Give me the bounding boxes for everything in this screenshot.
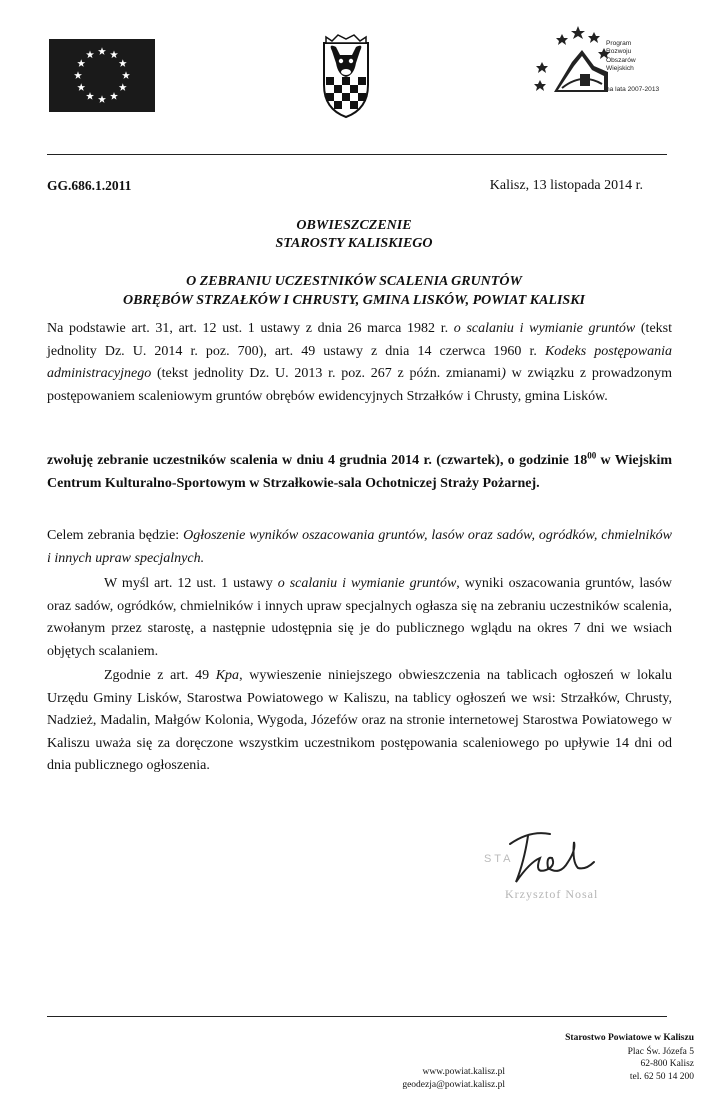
eu-star-icon bbox=[77, 83, 85, 91]
footer-postal: 62-800 Kalisz bbox=[640, 1059, 694, 1070]
reference-number: GG.686.1.2011 bbox=[47, 178, 132, 193]
eu-star-icon bbox=[86, 92, 94, 100]
eu-star-icon bbox=[86, 51, 94, 59]
program-line-3: Obszarów bbox=[606, 56, 636, 64]
place-date: Kalisz, 13 listopada 2014 r. bbox=[489, 178, 643, 193]
p5-text-1: Zgodnie z art. 49 bbox=[104, 668, 216, 683]
p4-text-2: , wyniki oszacowania gruntów, lasów oraz sadów, ogródków, chmielników i innych upraw specjalnych ogłasza się na zebraniu uczestników scalenia, zwołanym przez starostę, a następnie udostępnia się je do publicznego wglądu na okres 7 dni we wsiach objętych scalaniem. bbox=[47, 576, 672, 659]
p2-hour-minutes: 00 bbox=[587, 450, 597, 461]
p2-text-2: w Wiejskim Centrum Kulturalno-Sportowym w Strzałkowie-sala Ochotniczej Straży Pożarnej. bbox=[47, 453, 673, 491]
p5-italic-1: Kpa bbox=[215, 668, 240, 683]
eu-star-icon bbox=[119, 59, 127, 67]
program-line-1: Program bbox=[606, 40, 632, 47]
eu-star-icon bbox=[74, 71, 82, 79]
meeting-purpose-paragraph bbox=[47, 525, 672, 570]
eu-star-icon bbox=[110, 92, 118, 100]
eu-star-icon bbox=[122, 71, 130, 79]
eu-star-icon bbox=[77, 59, 85, 67]
title-announcement: OBWIESZCZENIE bbox=[296, 218, 412, 233]
p4-italic-1: o scalaniu i wymianie gruntów bbox=[277, 576, 457, 591]
p1-italic-1: o scalaniu i wymianie gruntów bbox=[453, 321, 636, 336]
footer-org-name: Starostwo Powiatowe w Kaliszu bbox=[565, 1033, 694, 1043]
legal-basis-paragraph bbox=[47, 318, 672, 408]
svg-text:S T A: S T A bbox=[484, 853, 511, 865]
handwritten-signature bbox=[470, 822, 620, 922]
coat-of-arms-logo bbox=[318, 33, 374, 119]
p3-text-1: Celem zebrania będzie: bbox=[47, 528, 184, 543]
subject-line-1: O ZEBRANIU UCZESTNIKÓW SCALENIA GRUNTÓW bbox=[186, 274, 522, 289]
header-divider bbox=[47, 154, 667, 155]
footer-street: Plac Św. Józefa 5 bbox=[627, 1046, 694, 1057]
eu-star-icon bbox=[98, 47, 106, 55]
meeting-announcement-paragraph bbox=[47, 450, 672, 495]
program-years: na lata 2007-2013 bbox=[606, 86, 660, 93]
eu-star-icon bbox=[110, 51, 118, 59]
signature-stamp-name: Krzysztof Nosal bbox=[505, 887, 599, 901]
p1-italic-3: ) bbox=[501, 366, 506, 381]
p1-text-1: Na podstawie art. 31, art. 12 ust. 1 ustawy z dnia 26 marca 1982 r. bbox=[47, 321, 454, 336]
p2-text-1: zwołuję zebranie uczestników scalenia w dniu 4 grudnia 2014 r. (czwartek), o godzinie 18 bbox=[47, 453, 588, 468]
eu-flag-logo bbox=[49, 39, 155, 112]
subject-line-2: OBRĘBÓW STRZAŁKÓW I CHRUSTY, GMINA LISKÓW, POWIAT KALISKI bbox=[122, 293, 585, 308]
p3-italic-1: Ogłoszenie wyników oszacowania gruntów, lasów oraz sadów, ogródków, chmielników i innych upraw specjalnych. bbox=[47, 528, 672, 566]
p1-text-2: (tekst jednolity Dz. U. 2014 r. poz. 700), art. 49 ustawy z dnia 14 czerwca 1960 r. bbox=[47, 321, 672, 359]
program-line-2: Rozwoju bbox=[606, 48, 632, 56]
footer-website-link[interactable]: www.powiat.kalisz.pl bbox=[422, 1067, 505, 1077]
program-logo-text bbox=[606, 40, 686, 74]
program-line-4: Wiejskich bbox=[606, 65, 634, 73]
p1-text-3: (tekst jednolity Dz. U. 2013 r. poz. 267 z późn. zmianami bbox=[151, 366, 502, 381]
title-issuer: STAROSTY KALISKIEGO bbox=[275, 236, 433, 251]
eu-stars-icon bbox=[49, 39, 155, 112]
footer-phone: tel. 62 50 14 200 bbox=[629, 1071, 694, 1082]
footer-address bbox=[565, 1032, 694, 1083]
p4-text-1: W myśl art. 12 ust. 1 ustawy bbox=[104, 576, 278, 591]
footer-contact-web bbox=[385, 1066, 505, 1091]
eu-star-icon bbox=[119, 83, 127, 91]
footer-email-link[interactable]: geodezja@powiat.kalisz.pl bbox=[402, 1079, 505, 1090]
p5-text-2: , wywieszenie niniejszego obwieszczenia na tablicach ogłoszeń w lokalu Urzędu Gminy Lisków, Starostwa Powiatowego w Kaliszu, na tablicy ogłoszeń we wsi: Strzałków, Chrusty, Nadzież, Madalin, Małgów Kolonia, Wygoda, Józefów oraz na stronie internetowej Starostwa Powiatowego w Kaliszu uważa się za doręczone wszystkim uczestnikom postępowania scaleniowego po upływie 14 dni od dnia publicznego ogłoszenia. bbox=[47, 668, 672, 773]
publication-paragraph bbox=[47, 665, 672, 778]
p1-italic-2: Kodeks postępowania administracyjnego bbox=[47, 343, 672, 381]
valuation-results-paragraph bbox=[47, 573, 672, 663]
p1-text-4: w związku z prowadzonym postępowaniem scaleniowym gruntów obrębów ewidencyjnych Strzałków i Chrusty, gmina Lisków. bbox=[47, 366, 672, 404]
footer-divider bbox=[47, 1016, 667, 1017]
eu-star-icon bbox=[98, 95, 106, 103]
